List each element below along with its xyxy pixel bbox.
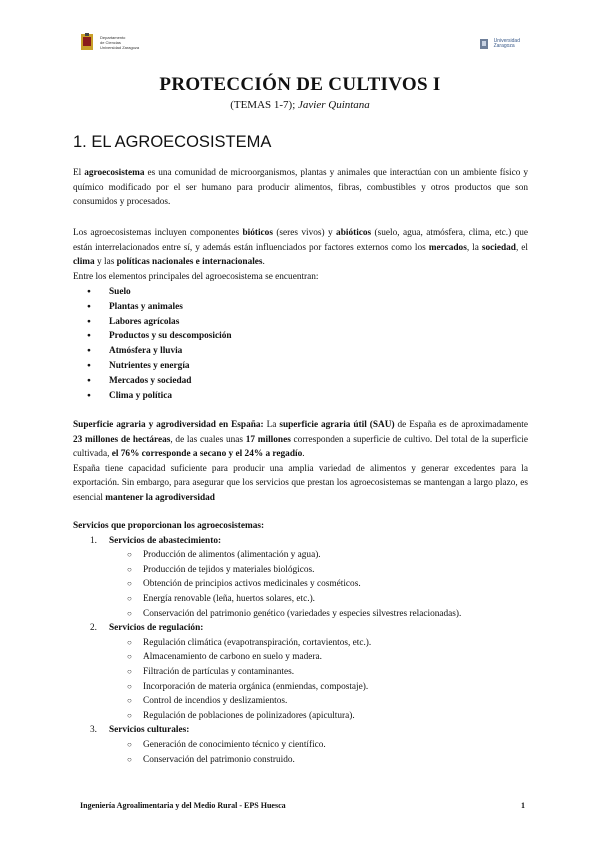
list-item: ○ Obtención de principios activos medicinales y cosméticos.: [73, 577, 543, 592]
list-item: ○ Incorporación de materia orgánica (enmiendas, compostaje).: [73, 680, 543, 695]
list-item: ● Mercados y sociedad: [73, 374, 232, 389]
services-category: 3. Servicios culturales:: [90, 725, 190, 736]
list-item: ○ Regulación de poblaciones de polinizadores (apicultura).: [73, 709, 543, 724]
services-category: 2. Servicios de regulación:: [90, 623, 204, 634]
services-category: 1. Servicios de abastecimiento:: [90, 535, 222, 546]
paragraph-definition: El agroecosistema es una comunidad de microorganismos, plantas y animales que interactúan con un ambiente físico y químico modificado por el ser humano para producir alimentos, fibras, combustibles y otros productos que son consumidos y procesados.: [73, 168, 528, 208]
list-item: ● Nutrientes y energía: [73, 359, 232, 374]
list-item: ● Suelo: [73, 285, 232, 300]
paragraph-spain: Superficie agraria y agrodiversidad en España: La superficie agraria útil (SAU) de España es de aproximadamente 23 millones de hectáreas, de las cuales unas 17 millones corresponden a superficie de cultivo. Del total de la superficie cultivada, el 76% corresponde a secano y el 24% a regadío. España tiene capacidad suficiente para producir una amplia variedad de alimentos y generar excedentes para la exportación. Sin embargo, para asegurar que los servicios que prestan los agroecosistemas se mantengan a largo plazo, es esencial mantener la agrodiversidad: [73, 420, 528, 503]
left-logo: [80, 33, 139, 51]
university-crest-icon: [479, 38, 489, 50]
list-item: ○ Filtración de partículas y contaminantes.: [73, 665, 543, 680]
services-heading: Servicios que proporcionan los agroecosistemas:: [73, 521, 265, 531]
list-item: ● Labores agrícolas: [73, 315, 232, 330]
list-item: ○ Conservación del patrimonio genético (variedades y especies silvestres relacionadas).: [73, 607, 543, 622]
list-item: ○ Regulación climática (evapotranspiración, cortavientos, etc.).: [73, 636, 543, 651]
list-item: ● Atmósfera y lluvia: [73, 344, 232, 359]
elements-list: [73, 285, 232, 403]
subtitle-topics: (TEMAS 1-7);: [230, 99, 296, 111]
list-item: ○ Almacenamiento de carbono en suelo y madera.: [73, 650, 543, 665]
list-item: ○ Conservación del patrimonio construido.: [73, 753, 543, 768]
list-item: ○ Control de incendios y deslizamientos.: [73, 694, 543, 709]
paragraph-components: Los agroecosistemas incluyen componentes bióticos (seres vivos) y abióticos (suelo, agua, atmósfera, clima, etc.) que están interrelacionados entre sí, y además están influenciados por factores externos como los mercados, la sociedad, el clima y las políticas nacionales e internacionales. Entre los elementos principales del agroecosistema se encuentran:: [73, 228, 529, 282]
document-title: PROTECCIÓN DE CULTIVOS I: [159, 74, 441, 95]
right-logo-line1: Universidad: [493, 38, 520, 44]
list-item: ○ Producción de tejidos y materiales biológicos.: [73, 563, 543, 578]
subtitle-author: Javier Quintana: [298, 99, 370, 111]
list-item: ○ Generación de conocimiento técnico y científico.: [73, 738, 543, 753]
page-footer: Ingeniería Agroalimentaria y del Medio Rural - EPS Huesca: [80, 801, 286, 810]
document-subtitle: [0, 99, 600, 111]
left-logo-line2: de Ciencias: [100, 39, 121, 45]
right-logo: [479, 38, 520, 50]
right-logo-line2: Zaragoza: [493, 43, 515, 49]
left-logo-line1: Departamento: [100, 34, 126, 40]
list-item: ● Clima y política: [73, 389, 232, 404]
list-item: ● Productos y su descomposición: [73, 329, 232, 344]
services-section: [73, 519, 543, 767]
left-logo-line3: Universidad Zaragoza: [100, 44, 140, 50]
section-heading: 1. EL AGROECOSISTEMA: [73, 133, 272, 151]
list-item: ● Plantas y animales: [73, 300, 232, 315]
list-item: ○ Energía renovable (leña, huertos solares, etc.).: [73, 592, 543, 607]
page-number: 1: [521, 801, 525, 810]
crest-icon: [80, 33, 94, 51]
list-item: ○ Producción de alimentos (alimentación y agua).: [73, 548, 543, 563]
